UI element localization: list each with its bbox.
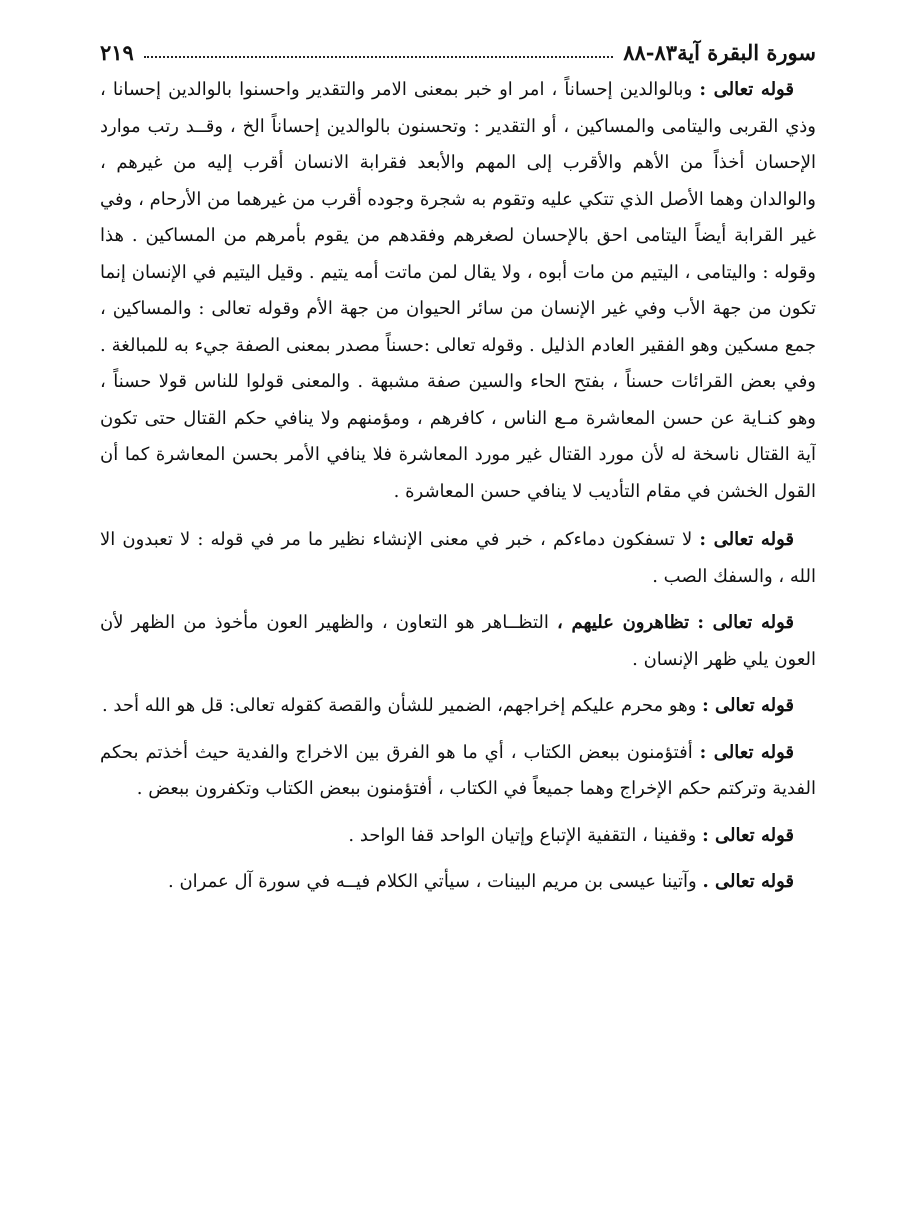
page-number: ٢١٩ (100, 39, 134, 65)
commentary-entry-qaffayna (100, 818, 816, 855)
entry-body: الضمير للشأن والقصة كقوله تعالى: قل هو الله أحد . (101, 695, 492, 716)
entry-verse: وبالوالدين إحساناً ، (551, 79, 693, 100)
entry-body: التظــاهر هو التعاون ، والظهير العون مأخوذ من الظهر لأن العون يلي ظهر الإنسان . (100, 612, 816, 670)
entry-verse: تظاهرون عليهم ، (557, 612, 690, 633)
entry-label: قوله تعالى : (699, 741, 794, 763)
entry-label: قوله تعالى . (702, 871, 794, 892)
document-page (100, 36, 816, 1156)
commentary-entry-isa (100, 864, 816, 901)
entry-verse: لا تسفكون دماءكم ، (540, 529, 693, 550)
entry-label: قوله تعالى : (702, 824, 794, 846)
entry-verse: وهو محرم عليكم إخراجهم، (497, 695, 697, 716)
entry-body: التقفية الإتباع وإتيان الواحد قفا الواحد . (348, 824, 637, 846)
entry-body: أي ما هو الفرق بين الاخراج والفدية حيث أخذتم بحكم الفدية وتركتم حكم الإخراج وهما جميعاً في الكتاب ، أفتؤمنون ببعض الكتاب وتكفرون ببعض . (100, 741, 816, 799)
entry-body: سيأتي الكلام فيــه في سورة آل عمران . (168, 871, 470, 892)
entry-verse: أفتؤمنون ببعض الكتاب ، (510, 741, 693, 763)
commentary-entry-ihsan (100, 72, 816, 510)
commentary-entry-tasfikun (100, 522, 816, 595)
commentary-entry-muharram (100, 688, 816, 725)
entry-label: قوله تعالى : (697, 612, 794, 633)
entry-body: خبر في معنى الإنشاء نظير ما مر في قوله : لا تعبدون الا الله ، والسفك الصب . (100, 529, 816, 587)
entry-verse: وقفينا ، (642, 824, 697, 846)
surah-title: سورة البقرة آية٨٣-٨٨ (623, 39, 816, 65)
commentary-entry-afatuminun (100, 735, 816, 808)
entry-label: قوله تعالى : (699, 529, 794, 550)
commentary-entry-tazaharun (100, 605, 816, 678)
header-dotted-rule (144, 56, 613, 58)
entry-body: امر او خبر بمعنى الامر والتقدير واحسنوا بالوالدين إحسانا ، وذي القربى واليتامى والمساكين ، أو التقدير : وتحسنون بالوالدين إحساناً الخ ، وقــد رتب موارد الإحسان أخذاً من الأهم والأقرب إلى المهم والأبعد فقرابة الانسان أقرب إليه من غيرهم ، والوالدان وهما الأصل الذي تتكي عليه وتقوم به شجرة وجوده أقرب من غيرهما من الأرحام ، وفي غير القرابة أيضاً اليتامى احق بالإحسان لصغرهم وفقدهم من يقوم بأمرهم من المساكين . هذا وقوله : واليتامى ، اليتيم من مات أبوه ، ولا يقال لمن ماتت أمه يتيم . وقيل اليتيم في الإنسان إنما تكون من جهة الأب وفي غير الإنسان من سائر الحيوان من جهة الأم وقوله تعالى : والمساكين ، جمع مسكين وهو الفقير العادم الذليل . وقوله تعالى :حسناً مصدر بمعنى الصفة جيء به للمبالغة . وفي بعض القرائات حسناً ، بفتح الحاء والسين صفة مشبهة . والمعنى قولوا للناس قولا حسناً ، وهو كنـاية عن حسن المعاشرة مـع الناس ، كافرهم ، ومؤمنهم ولا ينافي حكم القتال حتى تكون آية القتال ناسخة له لأن مورد القتال غير مورد المعاشرة فلا ينافي الأمر بحسن المعاشرة كما أن القول الخشن في مقام التأديب لا ينافي حسن المعاشرة . (100, 79, 816, 502)
entry-label: قوله تعالى : (699, 79, 794, 100)
running-header (100, 36, 816, 68)
entry-label: قوله تعالى : (702, 695, 794, 716)
entry-verse: وآتينا عيسى بن مريم البينات ، (475, 871, 697, 892)
